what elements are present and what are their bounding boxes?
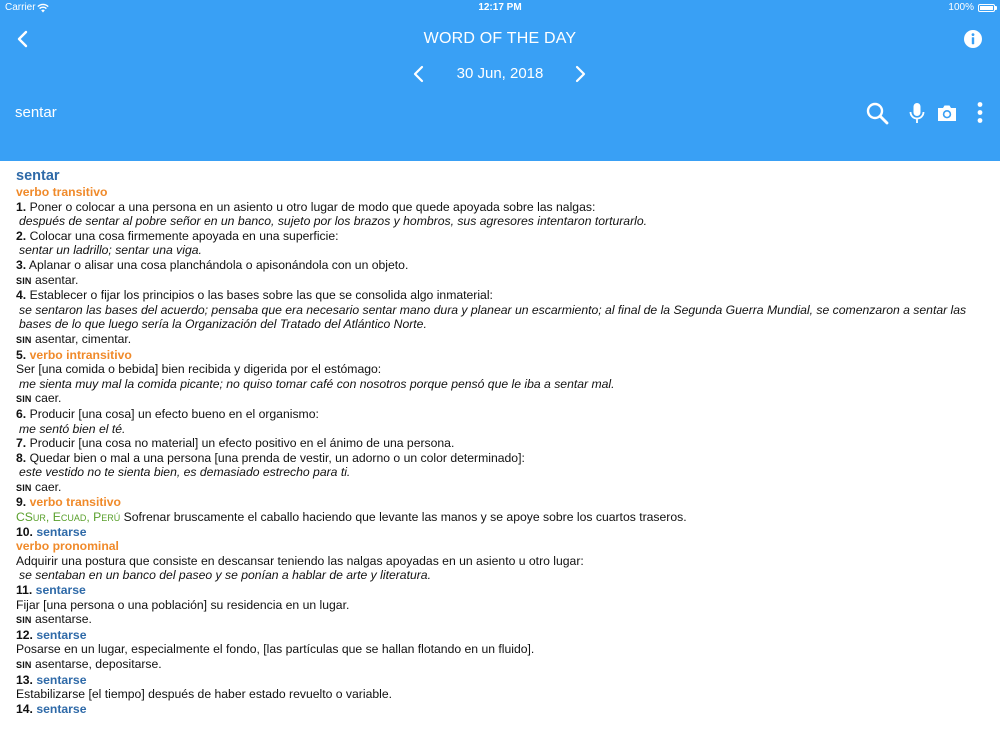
sense-definition: Ser [una comida o bebida] bien recibida y digerida por el estómago: — [16, 362, 382, 377]
sense-6 — [16, 407, 984, 422]
example: después de sentar al pobre señor en un banco, sujeto por los brazos y hombros, sus agresores intentaron torturarlo. — [19, 214, 648, 229]
sense-number: 2. — [16, 228, 27, 243]
sin-label: SIN — [16, 615, 32, 626]
sense-definition — [16, 510, 984, 525]
sense-12 — [16, 628, 984, 643]
synonym-list: caer. — [35, 479, 62, 494]
sense-14 — [16, 702, 984, 717]
sin-label: SIN — [16, 394, 32, 405]
sense-definition: Aplanar o alisar una cosa planchándola o apisonándola con un objeto. — [28, 257, 409, 272]
sense-number: 13. — [16, 672, 33, 687]
synonyms — [16, 657, 984, 673]
sense-definition: Adquirir una postura que consiste en descansar teniendo las nalgas apoyadas en un asiento u otro lugar: — [16, 553, 584, 568]
example: se sentaban en un banco del paseo y se ponían a hablar de arte y literatura. — [19, 568, 431, 583]
previous-day-button[interactable] — [410, 64, 428, 84]
microphone-icon[interactable] — [905, 101, 929, 125]
sense-5 — [16, 348, 984, 363]
sense-definition: Quedar bien o mal a una persona [una prenda de vestir, un adorno o un color determinado]: — [29, 450, 525, 465]
part-of-speech: verbo transitivo — [29, 495, 121, 510]
sense-number: 9. — [16, 495, 27, 510]
synonym-list: caer. — [35, 391, 62, 406]
sense-3 — [16, 258, 984, 273]
battery-percent: 100% — [948, 2, 974, 13]
page-title: WORD OF THE DAY — [423, 30, 577, 47]
example: me sentó bien el té. — [19, 421, 126, 436]
info-icon[interactable] — [963, 29, 983, 49]
sin-label: SIN — [16, 334, 32, 345]
sense-number: 1. — [16, 199, 27, 214]
sin-label: SIN — [16, 482, 32, 493]
subentry-word: sentarse — [36, 627, 87, 642]
sense-4 — [16, 288, 984, 303]
sense-definition-text: Sofrenar bruscamente el caballo haciendo que levante las manos y se apoye sobre los cuartos traseros. — [123, 510, 687, 525]
subentry-word: sentarse — [35, 583, 86, 598]
search-input[interactable] — [15, 104, 715, 121]
sense-number: 11. — [16, 583, 33, 598]
sense-number: 3. — [16, 257, 27, 272]
synonym-list: asentar. — [35, 272, 79, 287]
sense-definition: Colocar una cosa firmemente apoyada en una superficie: — [29, 228, 339, 243]
sense-number: 14. — [16, 701, 33, 716]
sense-definition: Estabilizarse [el tiempo] después de haber estado revuelto o variable. — [16, 687, 393, 702]
sense-2 — [16, 229, 984, 244]
example: sentar un ladrillo; sentar una viga. — [19, 243, 202, 258]
synonyms — [16, 273, 984, 289]
synonyms — [16, 480, 984, 496]
sense-7 — [16, 436, 984, 451]
sense-number: 8. — [16, 450, 27, 465]
sense-definition: Producir [una cosa] un efecto bueno en el organismo: — [29, 406, 319, 421]
sense-number: 5. — [16, 347, 27, 362]
sense-number: 6. — [16, 406, 27, 421]
camera-icon[interactable] — [935, 101, 959, 125]
next-day-button[interactable] — [571, 64, 589, 84]
more-vertical-icon[interactable] — [969, 101, 993, 125]
sense-9 — [16, 495, 984, 510]
subentry-word: sentarse — [36, 701, 87, 716]
synonym-list: asentarse, depositarse. — [35, 657, 162, 671]
part-of-speech: verbo intransitivo — [29, 347, 132, 362]
synonym-list: asentarse. — [35, 612, 92, 627]
sense-definition: Producir [una cosa no material] un efecto positivo en el ánimo de una persona. — [29, 436, 455, 451]
sense-13 — [16, 673, 984, 688]
subentry-word: sentarse — [36, 524, 87, 539]
sin-label: SIN — [16, 275, 32, 286]
synonym-list: asentar, cimentar. — [35, 331, 132, 346]
battery-icon — [978, 4, 995, 12]
sense-11 — [16, 583, 984, 598]
sense-number: 10. — [16, 524, 33, 539]
app-header — [0, 0, 1000, 161]
synonyms — [16, 391, 984, 407]
definition-content — [16, 168, 984, 716]
sense-number: 7. — [16, 436, 27, 451]
battery-tip — [995, 6, 997, 10]
search-icon[interactable] — [865, 101, 889, 125]
sense-definition: Establecer o fijar los principios o las bases sobre las que se consolida algo inmaterial: — [29, 288, 493, 303]
part-of-speech: verbo transitivo — [16, 185, 108, 199]
headword: sentar — [16, 168, 60, 184]
sense-10 — [16, 525, 984, 540]
region-label: CSur, Ecuad, Perú — [16, 510, 121, 525]
sense-number: 4. — [16, 288, 27, 303]
carrier-label: Carrier — [5, 2, 36, 13]
sense-definition: Posarse en un lugar, especialmente el fondo, [las partículas que se hallan flotando en un fluido]. — [16, 642, 535, 657]
current-date: 30 Jun, 2018 — [456, 65, 544, 82]
example: se sentaron las bases del acuerdo; pensaba que era necesario sentar mano dura y planear un escarmiento; al final de la Segunda Guerra Mundial, se comenzaron a sentar las bases de lo que luego sería la Organización del Tratado del Atlántico Norte. — [19, 302, 967, 332]
sense-1 — [16, 200, 984, 215]
part-of-speech: verbo pronominal — [16, 539, 119, 554]
example: me sienta muy mal la comida picante; no quiso tomar café con nosotros porque pensó que le iba a sentar mal. — [19, 376, 615, 391]
status-time: 12:17 PM — [478, 2, 522, 13]
sense-8 — [16, 451, 984, 466]
sense-definition: Fijar [una persona o una población] su residencia en un lugar. — [16, 597, 350, 612]
sense-definition: Poner o colocar a una persona en un asiento u otro lugar de modo que quede apoyada sobre las nalgas: — [29, 199, 596, 214]
sense-number: 12. — [16, 627, 33, 642]
synonyms — [16, 332, 984, 348]
status-bar — [0, 0, 1000, 16]
example: este vestido no te sienta bien, es demasiado estrecho para ti. — [19, 465, 351, 480]
synonyms — [16, 612, 984, 628]
sin-label: SIN — [16, 660, 32, 670]
subentry-word: sentarse — [36, 672, 87, 687]
